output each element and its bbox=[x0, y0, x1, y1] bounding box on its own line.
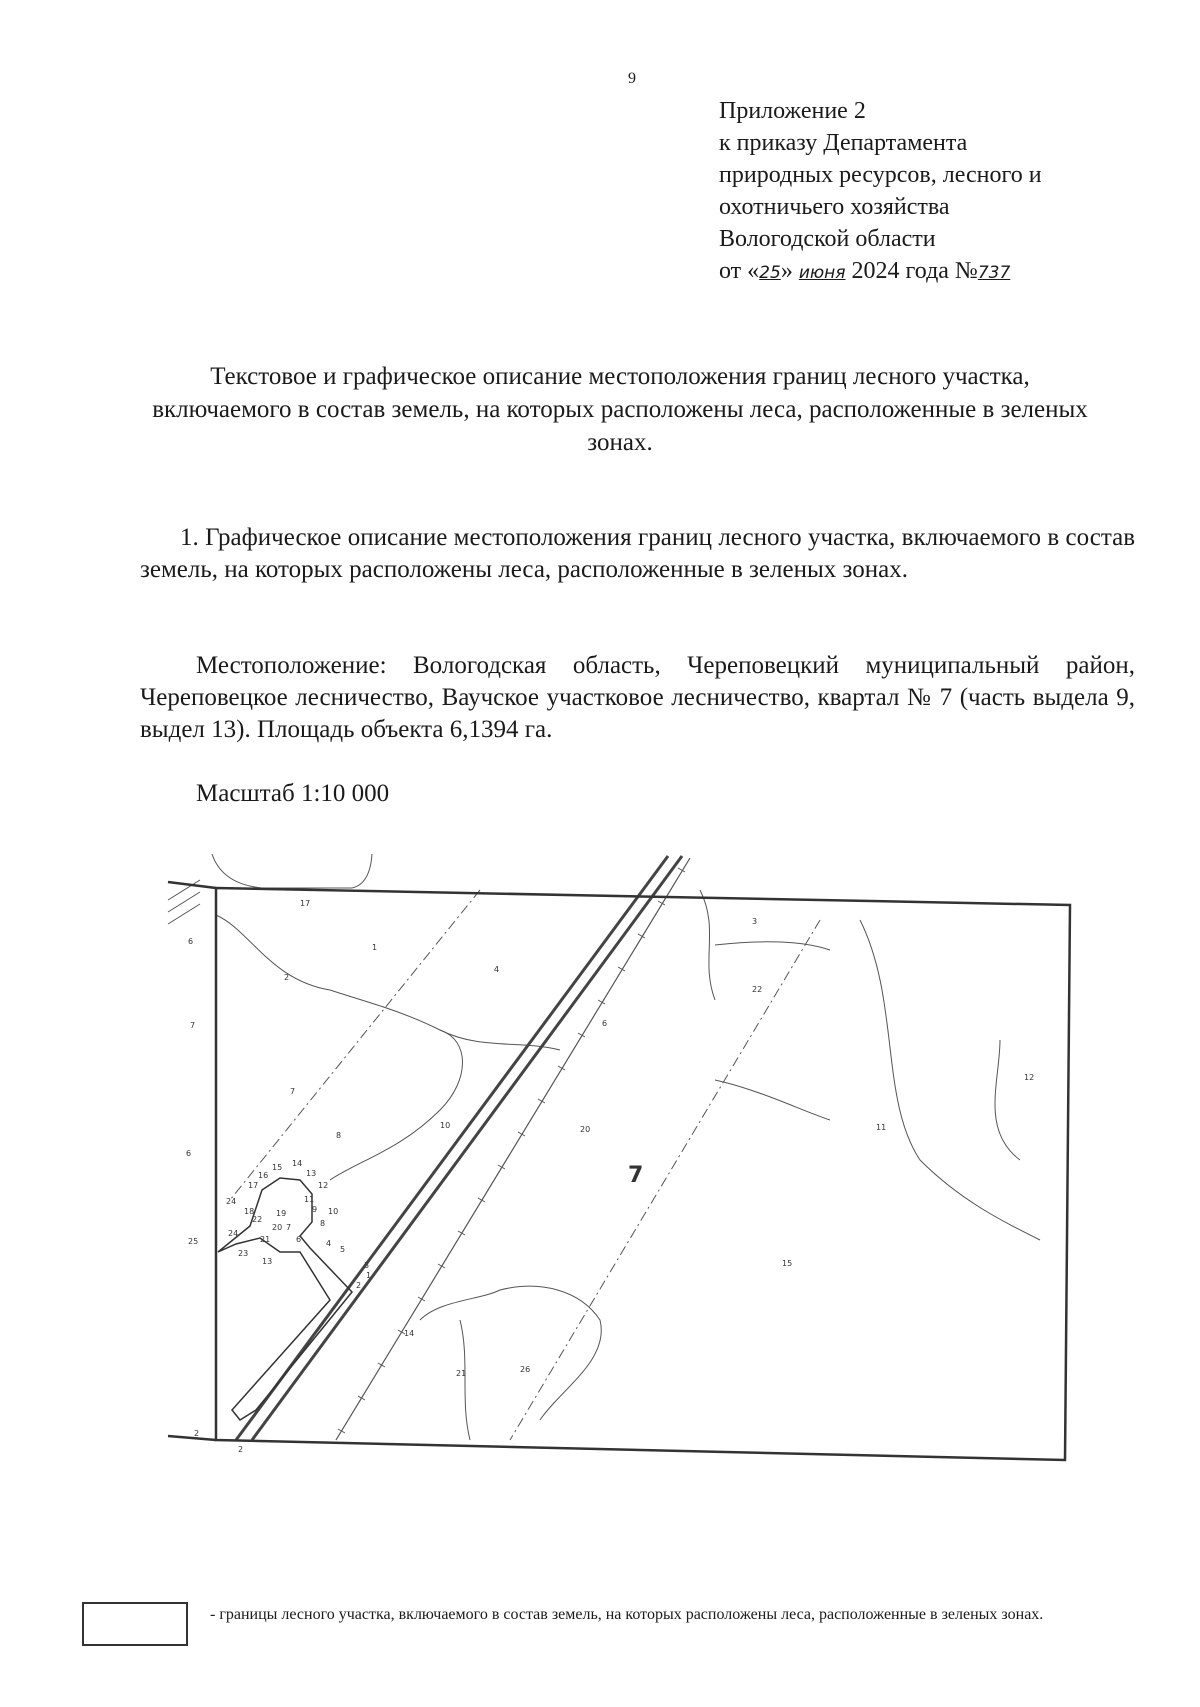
appendix-line: природных ресурсов, лесного и bbox=[719, 162, 1042, 188]
point-label: 18 bbox=[244, 1207, 255, 1216]
point-label: 24 bbox=[226, 1197, 237, 1206]
point-label: 19 bbox=[276, 1209, 287, 1218]
map-scale: Масштаб 1:10 000 bbox=[196, 780, 390, 807]
order-month: июня bbox=[798, 263, 846, 283]
outer-line bbox=[168, 882, 216, 888]
vydel-label: 3 bbox=[752, 917, 758, 926]
point-label: 22 bbox=[252, 1215, 263, 1224]
point-label: 10 bbox=[328, 1207, 339, 1216]
vydel-boundary bbox=[420, 1286, 601, 1420]
order-number: 737 bbox=[977, 263, 1011, 283]
vydel-label: 2 bbox=[194, 1429, 200, 1438]
point-label: 21 bbox=[260, 1235, 271, 1244]
hatch-line bbox=[168, 904, 200, 924]
point-label: 17 bbox=[248, 1181, 259, 1190]
section-1-heading: 1. Графическое описание местоположения границ лесного участка, включаемого в состав земель, на которых расположены леса, расположенные в зеленых зонах. bbox=[140, 524, 1135, 583]
point-label: 16 bbox=[258, 1171, 269, 1180]
vydel-boundary bbox=[715, 942, 830, 950]
dash-dot-line bbox=[230, 890, 480, 1200]
vydel-label: 15 bbox=[782, 1259, 793, 1268]
vydel-label: 12 bbox=[1024, 1073, 1035, 1082]
quarter-number: 7 bbox=[628, 1163, 644, 1188]
point-label: 5 bbox=[340, 1245, 346, 1254]
appendix-line: к приказу Департамента bbox=[719, 130, 968, 156]
vydel-boundary bbox=[860, 920, 1040, 1240]
point-label: 20 bbox=[272, 1223, 283, 1232]
point-label: 23 bbox=[238, 1249, 249, 1258]
point-label: 14 bbox=[292, 1159, 303, 1168]
vydel-label: 2 bbox=[238, 1445, 244, 1454]
appendix-line: Вологодской области bbox=[719, 226, 936, 252]
vydel-label: 17 bbox=[300, 899, 311, 908]
location-description: Местоположение: Вологодская область, Череповецкий муниципальный район, Череповецкое лесничество, Ваучское участковое лесничество, квартал № 7 (часть выдела 9, выдел 13). Площадь объекта 6,1394 га. bbox=[140, 652, 1135, 743]
road-line bbox=[236, 856, 668, 1440]
vydel-label: 21 bbox=[456, 1369, 467, 1378]
vydel-label: 7 bbox=[290, 1087, 296, 1096]
point-label: 13 bbox=[306, 1169, 317, 1178]
document-title: Текстовое и графическое описание местоположения границ лесного участка, включаемого в состав земель, на которых расположены леса, расположенные в зеленых зонах. bbox=[152, 363, 1088, 456]
legend-symbol bbox=[82, 1602, 188, 1646]
vydel-boundary bbox=[460, 1320, 470, 1440]
page-number: 9 bbox=[628, 70, 636, 87]
railway-line bbox=[336, 858, 690, 1440]
day-suffix: » bbox=[780, 258, 793, 284]
vydel-label: 25 bbox=[188, 1237, 199, 1246]
vydel-label: 7 bbox=[190, 1021, 196, 1030]
point-label: 4 bbox=[326, 1239, 332, 1248]
point-label: 15 bbox=[272, 1163, 283, 1172]
point-label: 11 bbox=[304, 1195, 315, 1204]
order-year: 2024 года № bbox=[851, 258, 978, 284]
vydel-label: 20 bbox=[580, 1125, 591, 1134]
vydel-label: 6 bbox=[188, 937, 194, 946]
vydel-label: 22 bbox=[752, 985, 763, 994]
point-label: 1 bbox=[366, 1271, 372, 1280]
vydel-label: 2 bbox=[284, 973, 290, 982]
point-label: 9 bbox=[312, 1205, 318, 1214]
point-label: 2 bbox=[356, 1281, 362, 1290]
vydel-boundary bbox=[216, 915, 560, 1050]
date-prefix: от « bbox=[719, 258, 760, 284]
vydel-boundary bbox=[330, 1030, 463, 1180]
road-line bbox=[252, 856, 682, 1440]
vydel-boundary bbox=[715, 1080, 830, 1120]
vydel-label: 10 bbox=[440, 1121, 451, 1130]
vydel-label: 13 bbox=[262, 1257, 273, 1266]
appendix-line: Приложение 2 bbox=[719, 98, 866, 124]
vydel-label: 1 bbox=[372, 943, 378, 952]
hatch-line bbox=[168, 892, 200, 912]
vydel-label: 4 bbox=[494, 965, 500, 974]
vydel-label: 6 bbox=[602, 1019, 608, 1028]
point-label: 6 bbox=[296, 1235, 302, 1244]
point-label: 7 bbox=[286, 1223, 292, 1232]
point-label: 12 bbox=[318, 1181, 329, 1190]
vydel-label: 6 bbox=[186, 1149, 192, 1158]
point-label: 8 bbox=[320, 1219, 326, 1228]
vydel-label: 8 bbox=[336, 1131, 342, 1140]
vydel-boundary bbox=[700, 890, 715, 1000]
vydel-label: 11 bbox=[876, 1123, 887, 1132]
legend-text: - границы лесного участка, включаемого в состав земель, на которых расположены леса, расположенные в зеленых зонах. bbox=[210, 1606, 1044, 1623]
appendix-line: охотничьего хозяйства bbox=[719, 194, 950, 220]
vydel-boundary bbox=[995, 1040, 1020, 1160]
top-boundary-curve bbox=[212, 854, 372, 888]
vydel-label: 26 bbox=[520, 1365, 531, 1374]
order-day: 25 bbox=[759, 263, 781, 283]
outer-line bbox=[168, 1436, 216, 1440]
point-label: 24 bbox=[228, 1229, 239, 1238]
point-label: 3 bbox=[364, 1261, 370, 1270]
vydel-label: 14 bbox=[404, 1329, 415, 1338]
dash-dot-line bbox=[510, 920, 820, 1440]
